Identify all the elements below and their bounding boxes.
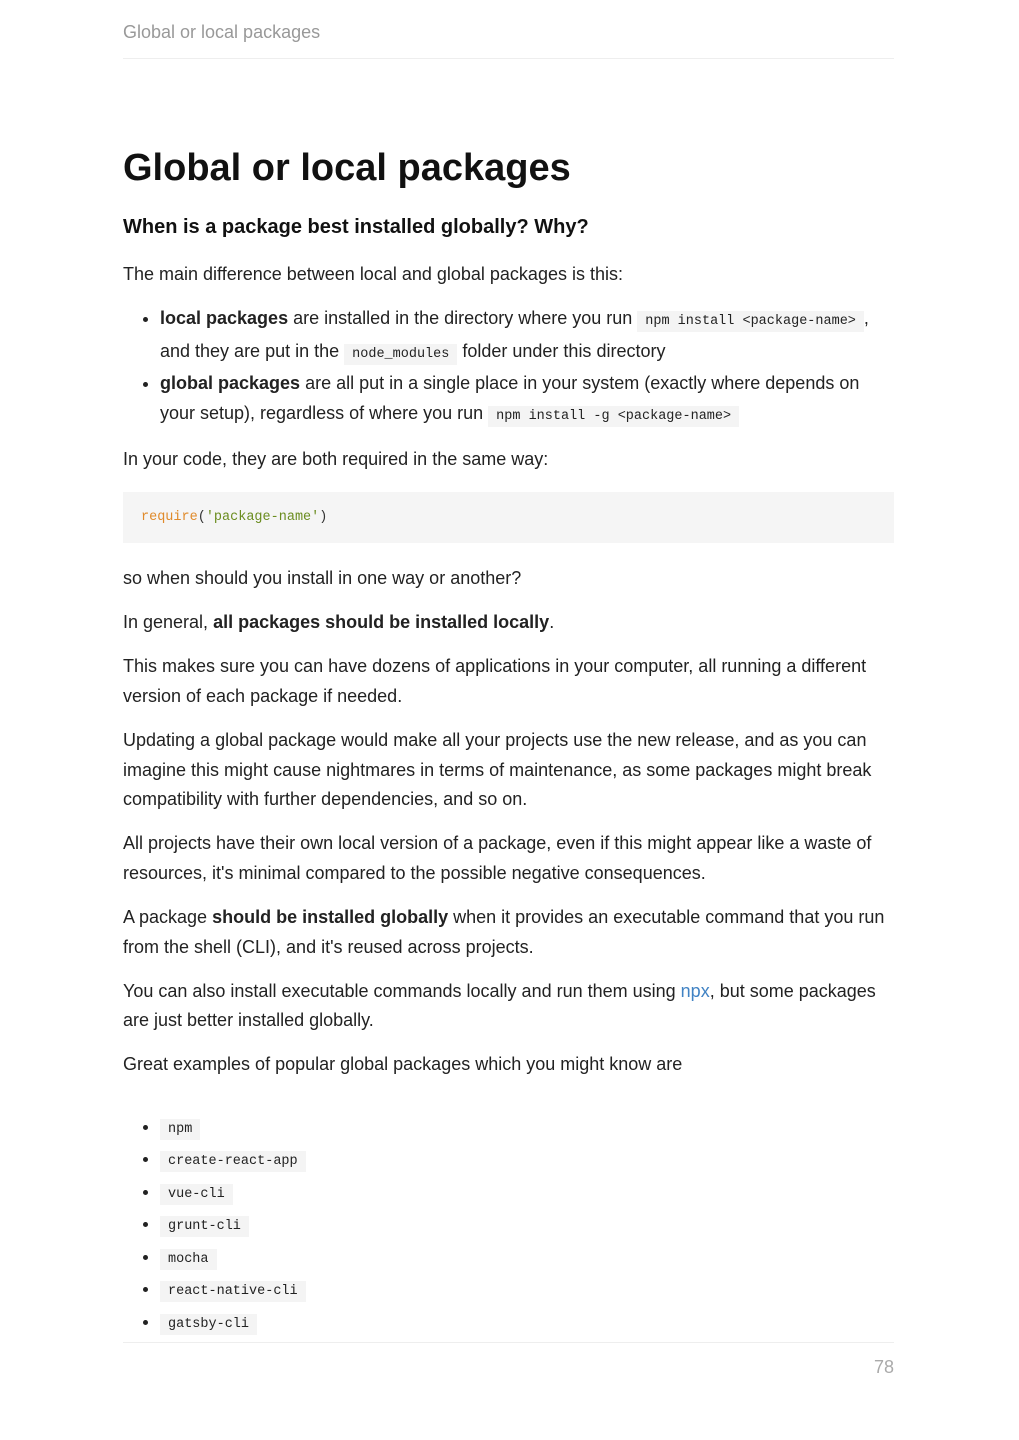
inline-code: npm install <package-name> (637, 311, 864, 332)
text: You can also install executable commands locally and run them using (123, 980, 681, 1001)
emphasis: should be installed globally (212, 906, 449, 927)
list-item (160, 1242, 894, 1275)
npx-link[interactable]: npx (680, 980, 710, 1001)
text: folder under this directory (457, 340, 666, 361)
code-punct: ( (197, 510, 206, 526)
term: local packages (160, 308, 289, 329)
page-content (123, 145, 894, 1353)
page-title: Global or local packages (123, 147, 571, 189)
list-item (160, 304, 894, 369)
text: are installed in the directory where you run (288, 308, 638, 329)
inline-code: mocha (160, 1249, 217, 1270)
text: , and they are put in the (160, 308, 869, 361)
difference-list (123, 304, 894, 431)
list-item (160, 1177, 894, 1210)
inline-code: npm install -g <package-name> (488, 406, 739, 427)
paragraph (123, 903, 894, 962)
text: when it provides an executable command that you run from the shell (CLI), and it's reused across projects. (123, 906, 885, 957)
paragraph: In your code, they are both required in the same way: (123, 449, 549, 470)
inline-code: react-native-cli (160, 1281, 306, 1302)
inline-code: npm (160, 1119, 200, 1140)
code-string: 'package-name' (205, 510, 320, 526)
paragraph: Great examples of popular global packages which you might know are (123, 1054, 683, 1075)
paragraph: Updating a global package would make all your projects use the new release, and as you can imagine this might cause nightmares in terms of maintenance, as some packages might break compatibility with further dependencies, and so on. (123, 729, 872, 810)
paragraph: This makes sure you can have dozens of applications in your computer, all running a different version of each package if needed. (123, 656, 867, 706)
paragraph (123, 977, 894, 1036)
section-heading: When is a package best installed globally? Why? (123, 216, 589, 238)
list-item (160, 1209, 894, 1242)
code-block (123, 492, 894, 543)
inline-code: gatsby-cli (160, 1314, 257, 1335)
code-function: require (141, 510, 198, 526)
page-number: 78 (873, 1357, 894, 1377)
emphasis: all packages should be installed locally (213, 612, 550, 633)
paragraph: so when should you install in one way or another? (123, 568, 522, 589)
paragraph (123, 608, 894, 638)
list-item (160, 369, 894, 431)
code-punct: ) (319, 510, 328, 526)
intro-paragraph: The main difference between local and global packages is this: (123, 264, 623, 284)
inline-code: grunt-cli (160, 1216, 249, 1237)
term: global packages (160, 373, 301, 394)
inline-code: node_modules (344, 344, 457, 365)
page-footer (123, 1342, 894, 1377)
text: are all put in a single place in your system (exactly where depends on your setup), regardless of where you run (160, 373, 860, 423)
running-title: Global or local packages (123, 22, 321, 42)
global-packages-list (123, 1112, 894, 1340)
text: A package (123, 906, 213, 927)
list-item (160, 1307, 894, 1340)
text: , but some packages are just better installed globally. (123, 980, 876, 1031)
text: . (549, 612, 555, 633)
list-item (160, 1144, 894, 1177)
list-item (160, 1274, 894, 1307)
text: In general, (123, 612, 214, 633)
paragraph: All projects have their own local version of a package, even if this might appear like a waste of resources, it's minimal compared to the possible negative consequences. (123, 833, 872, 883)
inline-code: create-react-app (160, 1151, 306, 1172)
list-item (160, 1112, 894, 1145)
inline-code: vue-cli (160, 1184, 233, 1205)
running-header (123, 22, 894, 59)
